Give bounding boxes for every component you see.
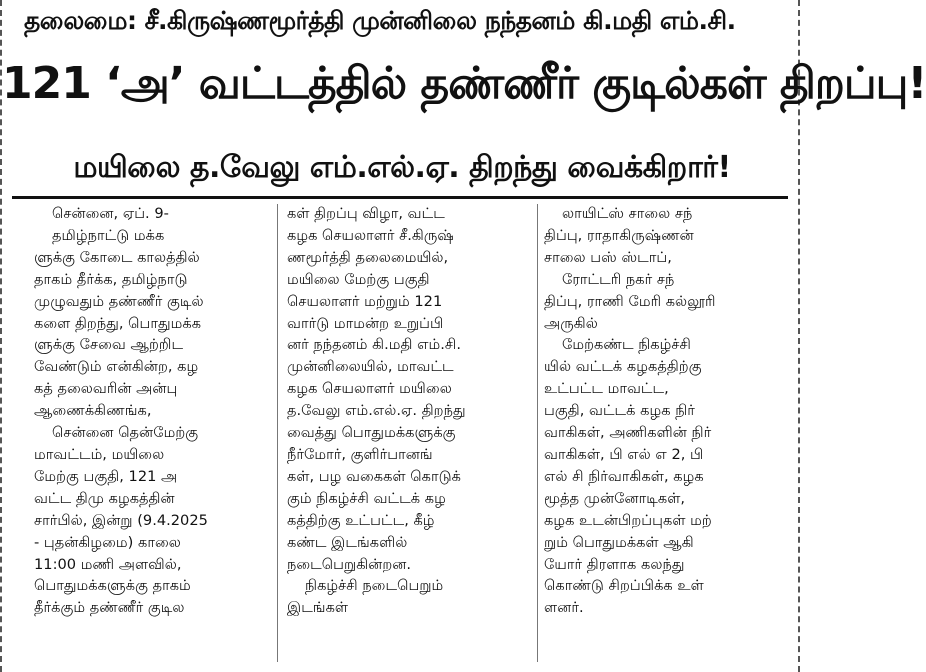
column-line: வேண்டும் என்கின்ற, கழ [34,358,199,376]
column-line: அருகில் [544,314,598,332]
column-line: மூத்த முன்னோடிகள், [544,489,686,507]
column-line: சார்பில், இன்று (9.4.2025 [34,511,208,529]
subheadline: மயிலை த.வேலு எம்.எல்.ஏ. திறந்து வைக்கிறார்! [73,150,731,185]
column-line: ரோட்டரி நகர் சந் [562,270,675,288]
column-line: மேற்கண்ட நிகழ்ச்சி [562,336,691,354]
column-line: நீர்மோர், குளிர்பானங் [287,445,433,463]
column-line: லாயிட்ஸ் சாலை சந் [562,205,693,222]
column-line: மயிலை மேற்கு பகுதி [287,270,430,288]
column-line: முன்னிலையில், மாவட்ட [287,358,454,376]
column-line: களை திறந்து, பொதுமக்க [34,314,202,332]
column-line: சென்னை, ஏப். 9- [52,205,169,222]
column-line: கத் தலைவரின் அன்பு [34,380,178,398]
article-column-2 [287,203,535,663]
byline-header: தலைமை: சீ.கிருஷ்ணமூர்த்தி முன்னிலை நந்தனம் கி.மதி எம்.சி. [24,6,736,35]
column-line: வாகிகள், பி எல் எ 2, பி [544,445,704,463]
column-line: கழக செயலாளர் மயிலை [287,380,452,398]
column-line: தமிழ்நாட்டு மக்க [52,226,165,244]
column-line: நிகழ்ச்சி நடைபெறும் [305,577,444,595]
column-line: செயலாளர் மற்றும் 121 [287,292,443,310]
column-line: எல் சி நிர்வாகிகள், கழக [544,467,704,485]
column-line: இடங்கள் [287,599,349,617]
column-line: கழக செயலாளர் சீ.கிருஷ் [287,226,454,244]
column-line: ளனர். [544,599,584,617]
column-line: உட்பட்ட மாவட்ட, [544,380,669,398]
column-line: சென்னை தென்மேற்கு [52,424,199,442]
column-line: தாகம் தீர்க்க, தமிழ்நாடு [34,270,188,288]
column-line: கண்ட இடங்களில் [287,533,408,551]
column-line: சாலை பஸ் ஸ்டாப், [544,248,672,266]
column-line: வாகிகள், அணிகளின் நிர் [544,424,712,442]
column-line: கள், பழ வகைகள் கொடுக் [287,467,461,485]
column-line: நடைபெறுகின்றன. [287,555,412,573]
section-rule [12,196,788,199]
column-line: மேற்கு பகுதி, 121 அ [34,467,178,485]
column-line: ளுக்கு சேவை ஆற்றிட [34,336,184,354]
column-line: யில் வட்டக் கழகத்திற்கு [544,358,702,376]
article-column-1 [34,203,266,663]
column-divider [537,204,538,662]
headline: 121 ‘அ’ வட்டத்தில் தண்ணீர் குடில்கள் திறப்பு! [2,58,926,109]
column-line: கொண்டு சிறப்பிக்க உள் [544,577,704,595]
column-line: னர் நந்தனம் கி.மதி எம்.சி. [287,336,461,354]
column-line: வைத்து பொதுமக்களுக்கு [287,424,456,442]
column-line: கத்திற்கு உட்பட்ட, கீழ் [287,511,435,529]
column-line: வட்ட திமு கழகத்தின் [34,489,175,507]
column-line: கும் நிகழ்ச்சி வட்டக் கழ [287,489,446,507]
column-line: றும் பொதுமக்கள் ஆகி [544,533,694,551]
column-line: திப்பு, ராணி மேரி கல்லூரி [544,292,716,310]
column-line: கழக உடன்பிறப்புகள் மற் [544,511,712,529]
column-line: ஆணைக்கிணங்க, [34,402,152,420]
column-divider [277,204,278,662]
column-line: கள் திறப்பு விழா, வட்ட [287,205,445,222]
column-line: ணமூர்த்தி தலைமையில், [287,248,449,266]
column-line: ளுக்கு கோடை காலத்தில் [34,248,200,266]
column-line: திப்பு, ராதாகிருஷ்ணன் [544,226,694,244]
column-line: யோர் திரளாக கலந்து [544,555,685,573]
column-line: வார்டு மாமன்ற உறுப்பி [287,314,444,332]
column-line: - புதன்கிழமை) காலை [34,533,181,551]
column-line: 11:00 மணி அளவில், [34,555,182,573]
column-line: த.வேலு எம்.எல்.ஏ. திறந்து [287,402,466,420]
column-line: மாவட்டம், மயிலை [34,445,165,463]
column-line: பொதுமக்களுக்கு தாகம் [34,577,191,595]
article-column-3 [544,203,788,663]
column-line: தீர்க்கும் தண்ணீர் குடில [34,599,185,617]
column-line: முழுவதும் தண்ணீர் குடில் [34,292,204,310]
column-line: பகுதி, வட்டக் கழக நிர் [544,402,695,420]
